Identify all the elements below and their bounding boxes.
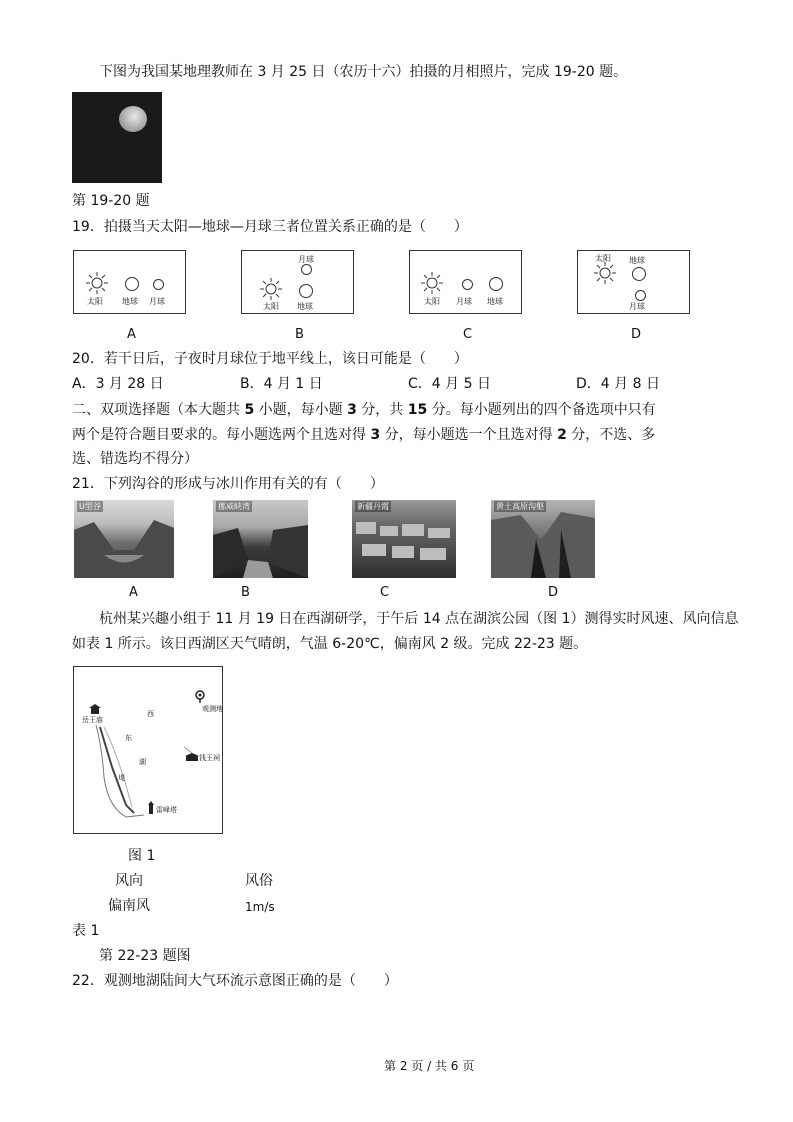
photo-tag: 挪威峡湾 <box>218 502 250 511</box>
sun-icon <box>421 272 443 294</box>
option-c-diagram <box>409 250 522 314</box>
moon-icon <box>462 279 473 290</box>
photo-xinjiang-danxia <box>352 500 456 578</box>
sun-label: 太阳 <box>595 254 611 263</box>
caption-22-23: 第 22-23 题图 <box>99 948 191 964</box>
earth-icon <box>632 267 646 281</box>
q20-option-c: C．4 月 5 日 <box>408 376 491 392</box>
intro-19-20: 下图为我国某地理教师在 3 月 25 日（农历十六）拍摄的月相照片，完成 19-20 题。 <box>99 64 628 80</box>
sun-label: 太阳 <box>87 297 103 306</box>
photo-norway-fjord <box>213 500 308 578</box>
option-d-letter: D <box>631 327 642 342</box>
photo-tag: 黄土高原沟壑 <box>496 502 544 511</box>
map-label-xi: 西 <box>147 710 154 718</box>
sun-icon <box>86 272 108 294</box>
map-label-observe: 观测地 <box>202 705 223 713</box>
map-label-leifeng: 雷峰塔 <box>156 806 177 814</box>
west-lake-map <box>73 666 223 834</box>
table1-header-speed: 风俗 <box>245 873 273 889</box>
photo-tag: 新疆丹霞 <box>357 502 389 511</box>
earth-label: 地球 <box>297 302 313 311</box>
table1-value-speed: 1m/s <box>245 900 275 914</box>
option-d-diagram <box>577 250 690 314</box>
q20-option-d: D．4 月 8 日 <box>576 376 660 392</box>
q21-letter-b: B <box>241 585 250 600</box>
location-pin-icon <box>195 690 205 704</box>
q21-letter-d: D <box>548 585 559 600</box>
q20-option-b: B．4 月 1 日 <box>240 376 323 392</box>
photo-u-valley <box>74 500 174 578</box>
earth-label: 地球 <box>487 297 503 306</box>
photo-tag: U型谷 <box>79 502 101 511</box>
map-label-yuewang: 岳王庙 <box>82 716 103 724</box>
earth-label: 地球 <box>122 297 138 306</box>
sun-label: 太阳 <box>263 302 279 311</box>
option-b-letter: B <box>295 327 304 342</box>
page-footer: 第 2 页 / 共 6 页 <box>384 1059 475 1073</box>
option-a-letter: A <box>127 327 136 342</box>
intro-22-23-line1: 杭州某兴趣小组于 11 月 19 日在西湖研学，于午后 14 点在湖滨公园（图 1）测得实时风速、风向信息 <box>99 611 739 627</box>
section-2-instructions-line2: 两个是符合题目要求的。每小题选两个且选对得 3 分，每小题选一个且选对得 2 分，不选、多 <box>72 427 656 443</box>
earth-label: 地球 <box>629 256 645 265</box>
figure-1-caption: 图 1 <box>128 848 156 864</box>
sun-label: 太阳 <box>424 297 440 306</box>
earth-icon <box>299 284 313 298</box>
question-20: 20．若干日后，子夜时月球位于地平线上，该日可能是（ ） <box>72 351 468 367</box>
earth-icon <box>125 277 139 291</box>
moon-icon <box>635 290 646 301</box>
table1-header-direction: 风向 <box>115 873 143 889</box>
table-1-caption: 表 1 <box>72 923 100 939</box>
photo-loess-gully <box>491 500 595 578</box>
earth-icon <box>489 277 503 291</box>
pagoda-icon <box>147 801 155 815</box>
section-2-instructions-line3: 选、错选均不得分） <box>72 451 198 467</box>
option-c-letter: C <box>463 327 473 342</box>
sun-icon <box>260 278 282 300</box>
q21-letter-c: C <box>380 585 390 600</box>
map-label-qianwang: 钱王祠 <box>199 754 220 762</box>
caption-19-20: 第 19-20 题 <box>72 193 150 209</box>
map-label-hu: 湖 <box>139 758 146 766</box>
map-label-di: 堤 <box>118 774 125 782</box>
moon-label: 月球 <box>149 297 165 306</box>
option-b-diagram <box>241 250 354 314</box>
question-22: 22．观测地湖陆间大气环流示意图正确的是（ ） <box>72 973 398 989</box>
moon-label: 月球 <box>298 255 314 264</box>
table1-value-direction: 偏南风 <box>108 898 150 914</box>
temple-icon <box>88 703 102 715</box>
section-2-instructions-line1: 二、双项选择题（本大题共 5 小题，每小题 3 分，共 15 分。每小题列出的四个备选项中只有 <box>72 402 656 418</box>
intro-22-23-line2: 如表 1 所示。该日西湖区天气晴朗，气温 6-20℃，偏南风 2 级。完成 22-23 题。 <box>72 636 588 652</box>
moon-photo <box>72 92 162 183</box>
shrine-icon <box>185 753 199 762</box>
map-label-dong: 东 <box>125 734 132 742</box>
sun-icon <box>594 262 616 284</box>
option-a-diagram <box>73 250 186 314</box>
question-21: 21．下列沟谷的形成与冰川作用有关的有（ ） <box>72 476 384 492</box>
moon-disc <box>119 106 147 132</box>
question-19: 19．拍摄当天太阳—地球—月球三者位置关系正确的是（ ） <box>72 219 468 235</box>
moon-icon <box>153 279 164 290</box>
moon-label: 月球 <box>456 297 472 306</box>
q20-option-a: A．3 月 28 日 <box>72 376 164 392</box>
moon-icon <box>301 264 312 275</box>
q21-letter-a: A <box>129 585 138 600</box>
moon-label: 月球 <box>629 302 645 311</box>
